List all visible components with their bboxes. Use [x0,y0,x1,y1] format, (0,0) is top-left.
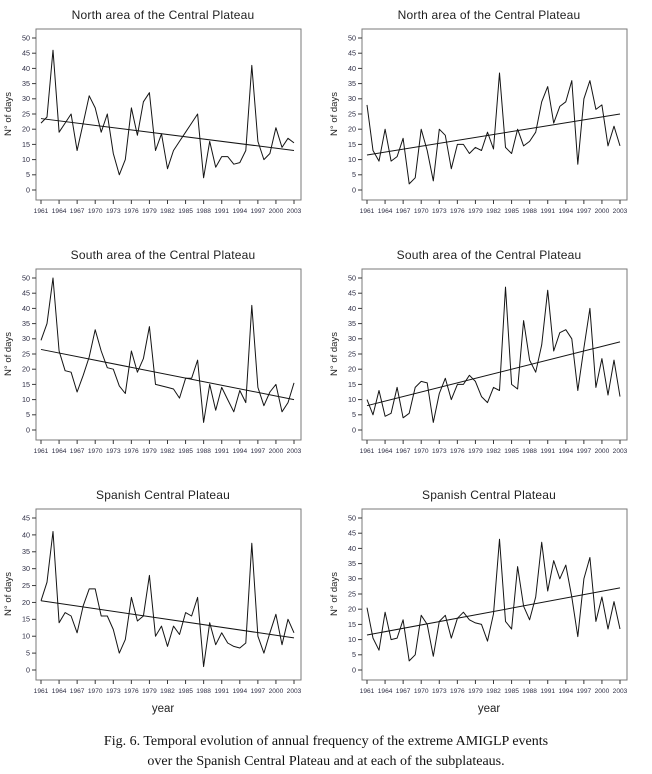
svg-text:1961: 1961 [33,688,49,695]
svg-text:1985: 1985 [178,448,193,455]
svg-text:1988: 1988 [522,208,537,215]
svg-text:20: 20 [22,124,30,134]
south-right-chart-panel [326,240,652,480]
north-left-chart-panel [0,0,326,240]
svg-text:1994: 1994 [558,448,574,455]
svg-text:35: 35 [22,79,30,88]
svg-text:1997: 1997 [576,208,592,215]
svg-text:1991: 1991 [214,208,230,215]
svg-text:25: 25 [348,109,356,119]
svg-text:1994: 1994 [558,688,574,695]
svg-text:N° of days: N° of days [329,572,340,616]
svg-text:N° of days: N° of days [3,572,14,616]
svg-text:2000: 2000 [594,208,610,215]
svg-text:2003: 2003 [612,208,628,215]
svg-text:1973: 1973 [105,688,121,695]
svg-text:1988: 1988 [196,208,211,215]
svg-text:1970: 1970 [413,448,429,455]
svg-text:1979: 1979 [468,448,483,455]
svg-text:2003: 2003 [286,208,302,215]
svg-text:1985: 1985 [504,448,519,455]
svg-text:1976: 1976 [124,208,139,215]
svg-text:1964: 1964 [51,688,67,695]
svg-text:1997: 1997 [576,688,592,695]
svg-text:1988: 1988 [522,688,537,695]
chart-title: Spanish Central Plateau [95,488,231,502]
svg-text:1964: 1964 [377,688,393,695]
chart-title: North area of the Central Plateau [71,8,255,22]
svg-text:1976: 1976 [450,688,465,695]
svg-text:1985: 1985 [178,208,193,215]
svg-text:1979: 1979 [142,688,157,695]
svg-text:2000: 2000 [594,448,610,455]
svg-text:1961: 1961 [33,448,49,455]
svg-text:1967: 1967 [69,448,85,455]
svg-text:1973: 1973 [431,208,447,215]
svg-text:1970: 1970 [87,448,103,455]
x-axis-label [326,462,652,477]
svg-text:45: 45 [348,288,356,298]
svg-text:1967: 1967 [395,208,411,215]
svg-text:N° of days: N° of days [329,92,340,136]
svg-text:15: 15 [22,139,30,149]
svg-text:50: 50 [348,33,356,43]
svg-text:0: 0 [352,185,356,195]
svg-text:1964: 1964 [377,208,393,215]
x-axis-label: year [151,703,175,715]
svg-text:30: 30 [348,574,356,584]
svg-text:25: 25 [22,580,30,590]
svg-text:0: 0 [352,665,356,675]
line-chart [326,24,652,222]
svg-text:1991: 1991 [214,448,230,455]
svg-text:25: 25 [348,349,356,359]
svg-text:1976: 1976 [450,448,465,455]
svg-text:5: 5 [26,410,30,420]
svg-text:N° of days: N° of days [3,332,14,376]
svg-text:20: 20 [22,364,30,374]
svg-text:40: 40 [348,303,356,313]
figure-caption: Fig. 6. Temporal evolution of annual frequency of the extreme AMIGLP events over the Spanish Central Plateau and at each of the subplateaus. [103,734,549,769]
svg-text:45: 45 [22,513,30,523]
svg-text:1982: 1982 [160,688,175,695]
svg-text:1988: 1988 [522,448,537,455]
svg-text:15: 15 [348,379,356,389]
svg-text:2000: 2000 [268,208,284,215]
svg-text:1967: 1967 [69,208,85,215]
north-right-chart-panel [326,0,652,240]
svg-text:30: 30 [22,564,30,574]
svg-text:40: 40 [348,63,356,73]
line-chart [0,24,326,222]
svg-text:1979: 1979 [142,208,157,215]
svg-text:35: 35 [22,319,30,328]
svg-text:0: 0 [26,185,30,195]
x-axis-label [0,222,326,237]
svg-text:35: 35 [22,547,30,557]
svg-text:0: 0 [352,425,356,435]
svg-text:10: 10 [22,155,30,164]
svg-text:1967: 1967 [69,688,85,695]
south-left-chart-panel [0,240,326,480]
svg-text:1988: 1988 [196,688,211,695]
svg-text:20: 20 [348,364,356,374]
svg-text:1970: 1970 [87,208,103,215]
svg-text:1994: 1994 [558,208,574,215]
x-axis-label [0,462,326,477]
svg-text:1961: 1961 [359,448,375,455]
svg-text:35: 35 [348,319,356,328]
svg-text:1985: 1985 [178,688,193,695]
chart-title: South area of the Central Plateau [396,248,582,262]
svg-text:5: 5 [26,648,30,658]
svg-text:1997: 1997 [250,208,266,215]
svg-text:1964: 1964 [51,208,67,215]
svg-text:1997: 1997 [576,448,592,455]
svg-text:50: 50 [22,33,30,43]
svg-text:2000: 2000 [268,448,284,455]
svg-text:1997: 1997 [250,448,266,455]
svg-text:1970: 1970 [87,688,103,695]
svg-text:1979: 1979 [468,208,483,215]
svg-text:25: 25 [348,589,356,599]
svg-text:2003: 2003 [286,448,302,455]
svg-text:1973: 1973 [105,448,121,455]
svg-text:1967: 1967 [395,448,411,455]
svg-text:1976: 1976 [124,448,139,455]
svg-text:1991: 1991 [540,208,556,215]
svg-text:10: 10 [22,395,30,404]
svg-text:2003: 2003 [612,448,628,455]
svg-text:1994: 1994 [232,448,248,455]
svg-text:N° of days: N° of days [329,332,340,376]
svg-text:0: 0 [26,425,30,435]
svg-text:1961: 1961 [359,688,375,695]
svg-text:5: 5 [352,170,356,180]
chart-title: South area of the Central Plateau [70,248,256,262]
svg-text:1982: 1982 [160,448,175,455]
svg-text:1988: 1988 [196,448,211,455]
svg-text:1973: 1973 [431,688,447,695]
svg-text:1979: 1979 [468,688,483,695]
svg-text:10: 10 [22,631,30,641]
chart-title: Spanish Central Plateau [421,488,557,502]
svg-text:5: 5 [352,650,356,660]
svg-text:30: 30 [22,334,30,344]
svg-text:1994: 1994 [232,208,248,215]
svg-text:2000: 2000 [594,688,610,695]
svg-text:1982: 1982 [160,208,175,215]
svg-text:1964: 1964 [51,448,67,455]
svg-text:2000: 2000 [268,688,284,695]
svg-text:50: 50 [22,273,30,283]
svg-text:10: 10 [348,155,356,164]
spanish-right-chart-panel [326,480,652,720]
svg-text:2003: 2003 [612,688,628,695]
x-axis-label: year [477,703,501,715]
svg-text:1991: 1991 [540,448,556,455]
svg-text:35: 35 [348,79,356,88]
svg-text:1967: 1967 [395,688,411,695]
svg-text:10: 10 [348,635,356,644]
svg-text:45: 45 [22,288,30,298]
svg-text:30: 30 [22,94,30,104]
svg-text:45: 45 [348,528,356,538]
svg-text:1982: 1982 [486,688,501,695]
svg-text:35: 35 [348,559,356,568]
svg-text:5: 5 [352,410,356,420]
svg-text:50: 50 [348,273,356,283]
svg-text:N° of days: N° of days [3,92,14,136]
svg-text:30: 30 [348,334,356,344]
chart-title: North area of the Central Plateau [397,8,581,22]
svg-text:40: 40 [22,303,30,313]
svg-text:1997: 1997 [250,688,266,695]
line-chart [326,264,652,462]
svg-text:20: 20 [22,597,30,607]
svg-text:1985: 1985 [504,688,519,695]
svg-text:10: 10 [348,395,356,404]
svg-text:0: 0 [26,665,30,675]
svg-text:1985: 1985 [504,208,519,215]
svg-text:1979: 1979 [142,448,157,455]
svg-text:40: 40 [22,63,30,73]
svg-text:5: 5 [26,170,30,180]
svg-text:1973: 1973 [105,208,121,215]
svg-text:1982: 1982 [486,208,501,215]
line-chart [0,264,326,462]
svg-text:25: 25 [22,349,30,359]
svg-text:1976: 1976 [450,208,465,215]
svg-text:30: 30 [348,94,356,104]
svg-text:1976: 1976 [124,688,139,695]
svg-text:1973: 1973 [431,448,447,455]
svg-text:1961: 1961 [359,208,375,215]
svg-text:1961: 1961 [33,208,49,215]
svg-text:15: 15 [348,139,356,149]
line-chart [0,504,326,702]
svg-text:15: 15 [22,614,30,624]
svg-text:50: 50 [348,513,356,523]
svg-text:15: 15 [348,619,356,629]
svg-text:1970: 1970 [413,688,429,695]
svg-text:20: 20 [348,124,356,134]
x-axis-label [326,222,652,237]
svg-text:25: 25 [22,109,30,119]
svg-text:45: 45 [22,48,30,58]
svg-text:40: 40 [348,543,356,553]
svg-text:20: 20 [348,604,356,614]
svg-text:1991: 1991 [214,688,230,695]
svg-text:45: 45 [348,48,356,58]
svg-text:1994: 1994 [232,688,248,695]
svg-text:40: 40 [22,530,30,540]
svg-text:15: 15 [22,379,30,389]
svg-text:1964: 1964 [377,448,393,455]
svg-text:1982: 1982 [486,448,501,455]
spanish-left-chart-panel [0,480,326,720]
svg-text:1970: 1970 [413,208,429,215]
svg-text:1991: 1991 [540,688,556,695]
line-chart [326,504,652,702]
svg-text:2003: 2003 [286,688,302,695]
